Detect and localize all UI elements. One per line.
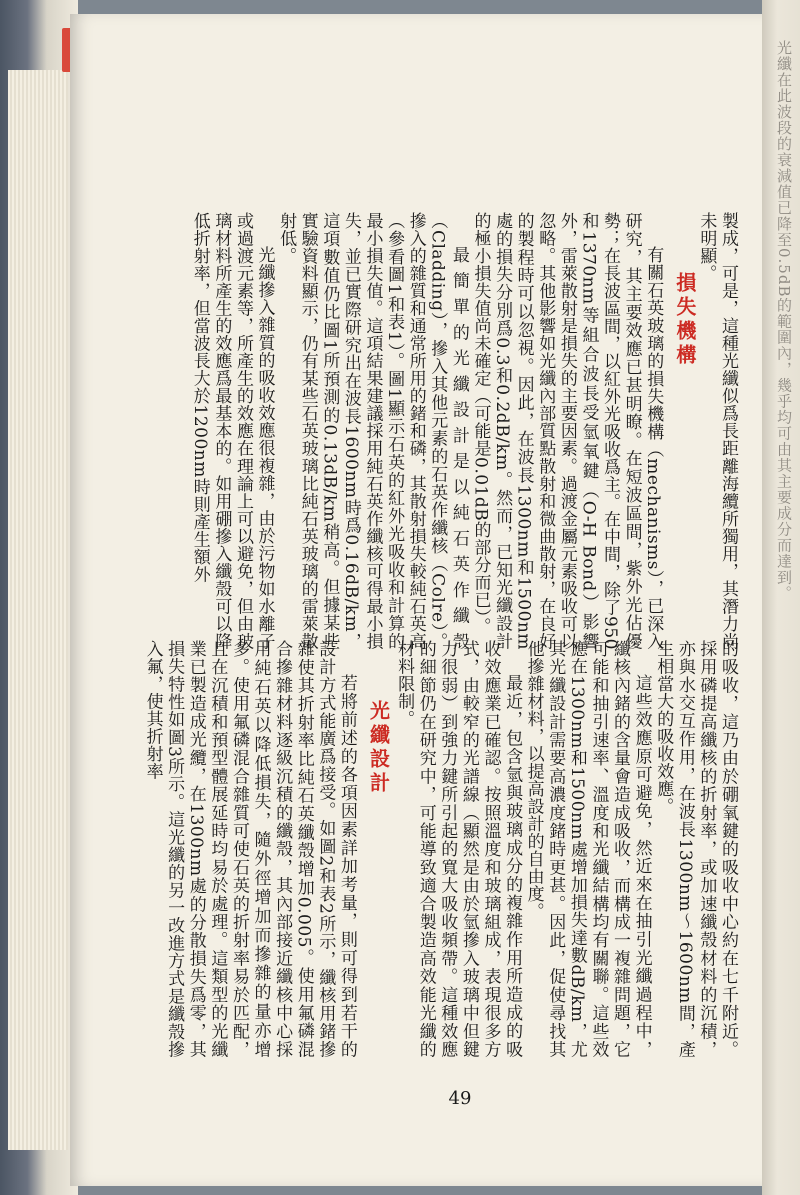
upper-text-block	[141, 212, 738, 650]
loss-paragraph-1: 有關石英玻璃的損失機構（mechanisms），已深入研究，其主要效應已甚明瞭。在短波區間，紫外光佔優勢；在長波區間，以紅外光吸收爲主。在中間，除了950和1370nm等組合波長受氫氧鍵（O-H Bond）影響外，雷萊散射是損失的主要因素。過渡金屬元素吸收可以忽略。其他影響如光纖內部質點散射和微曲散射，在良好的製程時可以忽視。因此，在波長1300nm和1500nm處的損失分別爲0.3和0.2dB/km。然而，已知光纖設計的極小損失值尚未確定（可能是0.01dB的部分而已）。	[470, 212, 664, 650]
design-paragraph: 若將前述的各項因素詳加考量，則可得到若干的設計方式能廣爲接受。如圖2和表2所示，纖核用鍺摻雜使其折射率比純石英纖殼增加0.005。使用氟磷混合摻雜材料逐級沉積的纖殼，其內部接近纖核中心採用純石英以降低損失，隨外徑增加而摻雜的量亦增多。使用氟磷混合雜質可使石英的折射率易於匹配，且在沉積和預型體展延時均易於處理。這類型的光纖業已製造成光纜，在1300nm處的分散損失爲零，其損失特性如圖3所示。這光纖的另一改進方式是纖殼摻入氟，使其折射率	[142, 640, 357, 1058]
effects-paragraph-2: 最近，包含氫與玻璃成分的複雜作用所造成的吸收效應業已確認。按照溫度和玻璃組成，表現很多方式，由較窄的光譜線（顯然是由於氫摻入玻璃中但鍵力很弱）到強力鍵所引起的寬大吸收頻帶。這種效應的細節仍在研究中，可能導致適合製造高效能光纖的材料限制。	[394, 640, 523, 1058]
lower-text-block	[141, 640, 738, 1058]
page-edges	[8, 70, 68, 1150]
facing-page-text: 光纖在此波段的衰減值已降至0.5dB的範圍內，幾乎均可由其主要成分而達到。	[775, 40, 793, 602]
section-heading-design: 光纖設計	[366, 700, 391, 796]
section-heading-loss: 損失機構	[672, 272, 697, 368]
loss-paragraph-3: 光纖摻入雜質的吸收效應很複雜，由於污物如水離子或過渡元素等，所產生的效應在理論上可以避免，但由玻璃材料所產生的效應爲最基本的。如用硼摻入纖殼可以降低折射率，但當波長大於1200nm時則產生額外	[189, 212, 275, 650]
page-number: 49	[448, 1088, 472, 1109]
intro-paragraph: 製成，可是，這種光纖似爲長距離海纜所獨用，其潛力尚未明顯。	[696, 212, 738, 650]
effects-paragraph-1: 這些效應原可避免，然近來在抽引光纖過程中，纖核內鍺的含量會造成吸收，而構成一複雜問題，它可能和抽引速率、溫度和光纖結構均有關聯。這些效應在1300nm和1500nm處增加損失達數dB/km，尤其光纖設計需要高濃度鍺時更甚。因此，促使尋找其他摻雜材料，以提高設計的自由度。	[523, 640, 652, 1058]
continued-paragraph: 的吸收，這乃由於硼氧鍵的吸收中心約在七千附近。採用磷提高纖核的折射率，或加速纖殼材料的沉積，亦與水交互作用，在波長1300nm～1600nm間，產生相當大的吸收效應。	[653, 640, 738, 1058]
loss-paragraph-2: 最簡單的光纖設計是以純石英作纖殼（Cladding），摻入其他元素的石英作纖核（Colre）。摻入的雜質和通常所用的鍺和磷，其散射損失較純石英高（參看圖1和表1）。圖1顯示石英的紅外光吸收和計算的最小損失值。這項結果建議採用純石英作纖核可得最小損失，並已實際研究出在波長1600nm時爲0.16dB/km，這項數值仍比圖1所預測的0.13dB/km稍高。但據某些實驗資料顯示，仍有某些石英玻璃比純石英玻璃的雷萊散射低。	[276, 212, 469, 650]
